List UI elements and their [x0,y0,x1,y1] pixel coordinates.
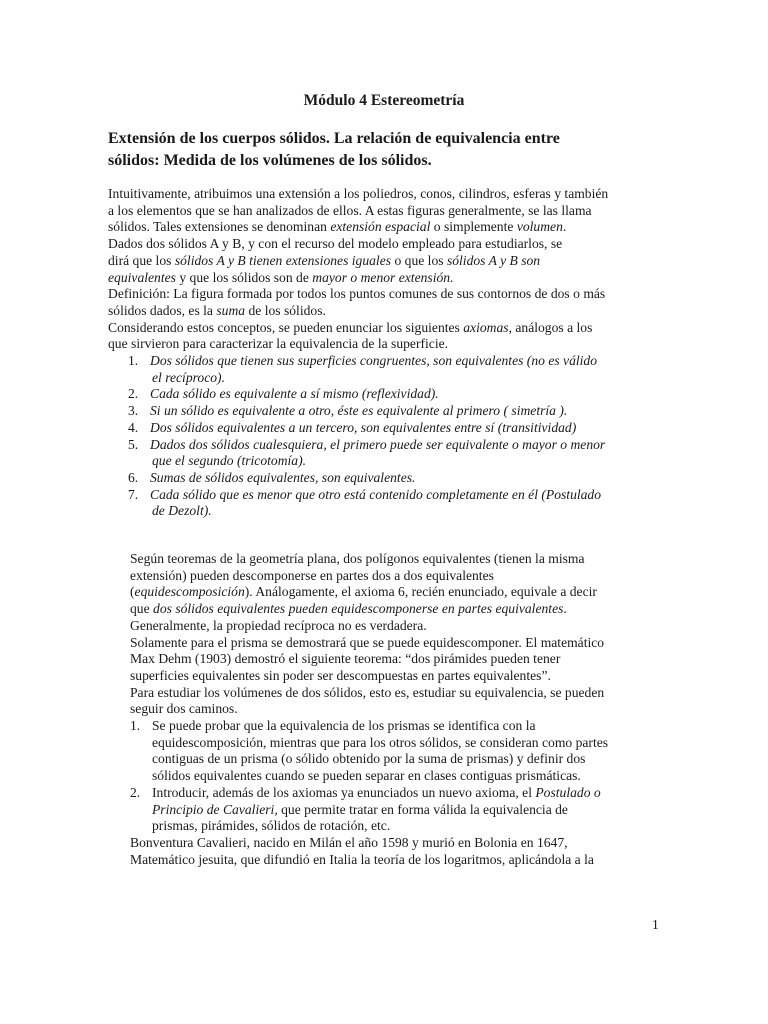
text-line [130,601,670,618]
axiom-text: Cada sólido que es menor que otro está contenido completamente en él (Postulado [150,486,602,502]
text-line [108,186,668,203]
method-item [130,718,670,735]
text-run: Intuitivamente, atribuimos una extensión a los poliedros, conos, cilindros, esferas y también [108,186,609,201]
equidecomposition-paragraph [130,551,670,718]
text-run: que permite tratar en forma válida la equivalencia de [277,801,568,817]
italic-text: sólidos A y B tienen extensiones iguales [174,252,392,268]
text-run: Generalmente, la propiedad recíproca no es verdadera. [130,617,427,633]
text-line [108,253,668,270]
text-line [130,584,670,601]
axiom-number: 7. [128,486,139,502]
text-line [108,203,668,220]
italic-text: volumen [516,219,563,235]
axiom-item [108,420,668,437]
text-run: Max Dehm (1903) demostró el siguiente teorema: “dos pirámides pueden tener [130,651,561,667]
italic-text: equivalentes [108,269,176,285]
text-run: y que los sólidos son de [175,269,313,285]
text-line [130,852,670,869]
text-line [130,651,670,668]
cavalieri-paragraph [130,835,670,868]
axiom-item [108,470,668,487]
text-run: ( [130,584,135,600]
text-line [130,618,670,635]
axiom-item [108,386,668,403]
text-run: Solamente para el prisma se demostrará que se puede equidescomponer. El matemático [130,634,605,650]
method-number: 1. [130,718,141,734]
italic-text: extensión espacial [330,219,431,235]
axiom-item [108,353,668,370]
text-run: dirá que los [108,252,175,268]
text-line [108,336,668,353]
text-run: Definición: La figura formada por todos los puntos comunes de sus contornos de dos o más [108,286,606,302]
axiom-item [108,437,668,454]
intro-paragraph [108,186,668,353]
text-run: prismas, pirámides, sólidos de rotación, etc. [152,818,391,834]
text-run: Según teoremas de la geometría plana, dos polígonos equivalentes (tienen la misma [130,551,585,566]
axiom-text: de Dezolt). [152,503,212,519]
italic-text: dos sólidos equivalentes pueden equidescomponerse en partes equivalentes [153,601,564,617]
text-run: superficies equivalentes sin poder ser descompuestas en partes equivalentes”. [130,667,551,683]
text-run: Dados dos sólidos A y B, y con el recurso del modelo empleado para estudiarlos, se [108,236,563,252]
axiom-number: 5. [128,436,139,452]
text-line [130,701,670,718]
axiom-text: Si un sólido es equivalente a otro, éste es equivalente al primero ( simetría ). [150,403,568,419]
italic-text: axiomas [463,319,509,335]
text-run: contiguas de un prisma (o sólido obtenido por la suma de prismas) y definir dos [152,751,586,767]
italic-text: Postulado o [535,784,601,800]
page-title: Módulo 4 Estereometría [303,92,465,109]
axiom-text: Cada sólido es equivalente a sí mismo (reflexividad). [150,386,439,402]
text-run: sólidos dados, es la [108,302,217,318]
axiom-item [108,503,668,520]
italic-text: Principio de Cavalieri, [152,801,278,817]
text-run: sólidos. Tales extensiones se denominan [108,219,331,235]
section-heading [108,128,668,172]
method-item [130,785,670,802]
axiom-text: Sumas de sólidos equivalentes, son equivalentes. [150,469,416,485]
italic-text: equidescomposición [134,584,245,600]
method-item [130,802,670,819]
method-item [130,768,670,785]
text-line [130,568,670,585]
italic-text: sólidos A y B son [446,252,541,268]
method-number: 2. [130,784,141,800]
text-run: . [562,219,567,235]
text-line [130,835,670,852]
text-run: seguir dos caminos. [130,701,238,717]
text-line [108,320,668,337]
body-text-block [108,186,668,520]
text-run: o simplemente [430,219,517,235]
text-run: Introducir, además de los axiomas ya enunciados un nuevo axioma, el [152,784,536,800]
text-run: Matemático jesuita, que difundió en Italia la teoría de los logaritmos, aplicándola a la [130,851,594,867]
axiom-text: Dados dos sólidos cualesquiera, el primero puede ser equivalente o mayor o menor [150,436,606,452]
method-item [130,735,670,752]
axiom-number: 2. [128,386,139,402]
text-run: de los sólidos. [245,302,326,318]
text-run: ). Análogamente, el axioma 6, recién enunciado, equivale a decir [244,584,597,600]
axioms-list [108,353,668,520]
text-run: que sirvieron para caracterizar la equivalencia de la superficie. [108,336,449,352]
axiom-text: que el segundo (tricotomía). [152,453,307,469]
text-run: , análogos a los [508,319,593,335]
text-run: o que los [391,252,447,268]
text-line [130,551,670,568]
text-line [108,303,668,320]
text-run: equidescomposición, mientras que para los otros sólidos, se consideran como partes [152,734,609,750]
text-line [130,685,670,702]
method-item [130,751,670,768]
text-line [108,286,668,303]
text-line [130,668,670,685]
text-run: Para estudiar los volúmenes de dos sólidos, esto es, estudiar su equivalencia, se pueden [130,684,605,700]
text-run: Bonventura Cavalieri, nacido en Milán el año 1598 y murió en Bolonia en 1647, [130,834,568,850]
section-heading-line: Extensión de los cuerpos sólidos. La relación de equivalencia entre [108,130,560,147]
axiom-number: 4. [128,419,139,435]
text-run: . [563,601,567,617]
section-heading-line: sólidos: Medida de los volúmenes de los sólidos. [108,152,432,169]
text-run: que [130,601,154,617]
text-line [130,635,670,652]
axiom-number: 3. [128,403,139,419]
axiom-number: 6. [128,469,139,485]
italic-text: mayor o menor extensión. [312,269,454,285]
axiom-item [108,370,668,387]
text-run: extensión) pueden descomponerse en partes dos a dos equivalentes [130,567,494,583]
text-line [108,270,668,287]
text-run: Considerando estos conceptos, se pueden enunciar los siguientes [108,319,464,335]
text-line [108,219,668,236]
axiom-item [108,487,668,504]
text-run: a los elementos que se han analizados de ellos. A estas figuras generalmente, se las llama [108,202,592,218]
axiom-item [108,403,668,420]
axiom-text: el recíproco). [152,369,225,385]
text-run: sólidos equivalentes cuando se pueden separar en clases contiguas prismáticas. [152,768,581,784]
text-line [108,236,668,253]
page-number: 1 [652,917,659,932]
axiom-text: Dos sólidos equivalentes a un tercero, son equivalentes entre sí (transitividad) [150,419,577,435]
axiom-item [108,453,668,470]
method-item [130,818,670,835]
text-run: Se puede probar que la equivalencia de los prismas se identifica con la [152,718,536,734]
methods-list [130,718,670,835]
italic-text: suma [216,302,246,318]
body-text-block-2 [130,551,670,868]
axiom-text: Dos sólidos que tienen sus superficies congruentes, son equivalentes (no es válido [150,353,598,369]
axiom-number: 1. [128,353,139,369]
